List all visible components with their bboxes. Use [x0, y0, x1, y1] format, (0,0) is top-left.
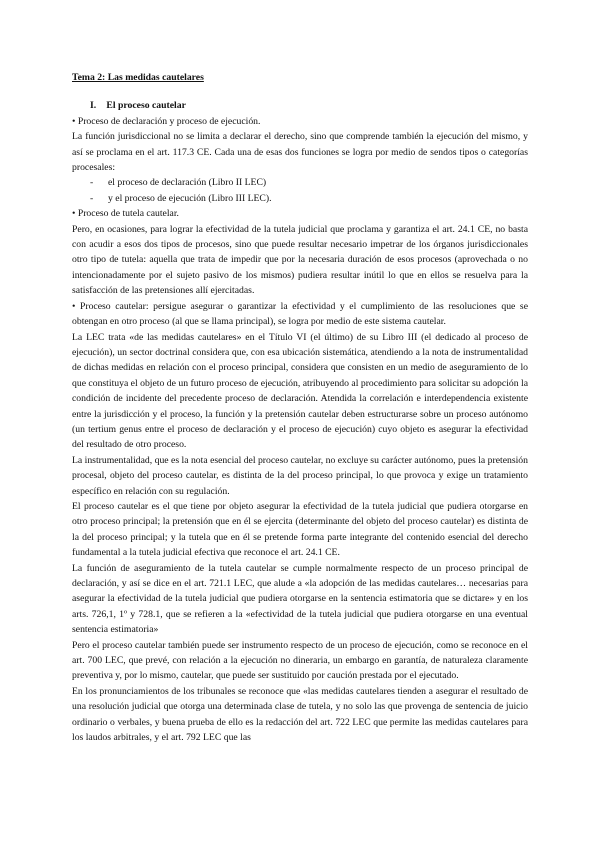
paragraph: La función de aseguramiento de la tutela cautelar se cumple normalmente respecto de un proceso principal de declaración, y así se dice en el art. 721.1 LEC, que alude a «la adopción de las medidas cautelares… necesarias para asegurar la efectividad de la tutela judicial que pudiera otorgarse en la sentencia estimatoria que se dictare» y en los arts. 726,1, 1º y 728.1, que se refieren a la «efectividad de la tutela judicial que pudiera otorgarse en una eventual sentencia estimatoria»: [72, 562, 528, 636]
paragraph: El proceso cautelar es el que tiene por objeto asegurar la efectividad de la tutela judicial que pudiera otorgarse en otro proceso principal; la pretensión que en él se ejercita (determinante del objeto del proceso cautelar) es distinta de la del proceso principal; y la tutela que en él se pretende forma parte integrante del contenido esencial del derecho fundamental a la tutela judicial efectiva que reconoce el art. 24.1 CE.: [72, 500, 528, 559]
paragraph: En los pronunciamientos de los tribunales se reconoce que «las medidas cautelares tienden a asegurar el resultado de una resolución judicial que otorga una determinada clase de tutela, y no solo las que provenga de sentencia de juicio ordinario o verbales, y buena prueba de ello es la redacción del art. 722 LEC que permite las medidas cautelares para los laudos arbitrales, y el art. 792 LEC que las: [72, 685, 528, 744]
bullet-declaracion-ejecucion: • Proceso de declaración y proceso de ejecución.: [72, 115, 261, 127]
section-heading: [90, 98, 528, 113]
paragraph: La LEC trata «de las medidas cautelares» en el Título VI (el último) de su Libro III (el dedicado al proceso de ejecución), un sector doctrinal considera que, con esa ubicación sistemática, atendiendo a la nota de instrumentalidad de dichas medidas en relación con el proceso principal, considera que consisten en un medio de aseguramiento de lo que constituya el objeto de un futuro proceso de ejecución, atribuyendo al procedimiento para solicitar su adopción la condición de incidente del precedente proceso de declaración. Atendida la correlación e interdependencia existente entre la jurisdicción y el proceso, la función y la pretensión cautelar deben estructurarse sobre un proceso autónomo (un tertium genus entre el proceso de declaración y el proceso de ejecución) cuyo objeto es asegurar la efectividad del resultado de otro proceso.: [72, 331, 528, 451]
paragraph: • Proceso cautelar: persigue asegurar o garantizar la efectividad y el cumplimiento de las resoluciones que se obtengan en otro proceso (al que se llama principal), se logra por medio de este sistema cautelar.: [72, 300, 528, 328]
paragraph: Pero el proceso cautelar también puede ser instrumento respecto de un proceso de ejecución, como se reconoce en el art. 700 LEC, que prevé, con relación a la ejecución no dineraria, un embargo en garantía, de naturaleza claramente preventiva y, por lo mismo, cautelar, que puede ser sustituido por caución prestada por el ejecutado.: [72, 639, 528, 682]
section-number: I.: [90, 100, 97, 112]
process-list: [72, 175, 528, 206]
section-heading-text: El proceso cautelar: [106, 100, 186, 112]
list-item: - y el proceso de ejecución (Libro III LEC).: [72, 191, 528, 206]
bullet-tutela-cautelar: • Proceso de tutela cautelar.: [72, 208, 179, 220]
paragraph: La instrumentalidad, que es la nota esencial del proceso cautelar, no excluye su carácter autónomo, pues la pretensión procesal, objeto del proceso cautelar, es distinta de la del proceso principal, lo que provoca y exige un tratamiento específico en relación con su regulación.: [72, 454, 528, 497]
list-item: - el proceso de declaración (Libro II LEC): [72, 175, 528, 190]
paragraph-funcion-jurisdiccional: La función jurisdiccional no se limita a declarar el derecho, sino que comprende también la ejecución del mismo, y así se proclama en el art. 117.3 CE. Cada una de esas dos funciones se logra por medio de sendos tipos o categorías procesales:: [72, 131, 528, 174]
document-page: [72, 70, 528, 745]
paragraph: Pero, en ocasiones, para lograr la efectividad de la tutela judicial que proclama y garantiza el art. 24.1 CE, no basta con acudir a esos dos tipos de procesos, sino que puede resultar necesario impetrar de los órganos jurisdiccionales otro tipo de tutela: aquella que trata de impedir que por la necesaria duración de esos procesos (aprovechada o no intencionadamente por el sujeto pasivo de los mismos) pudiera resultar inútil lo que en ellos se resuelva para la satisfacción de las pretensiones allí ejercitadas.: [72, 223, 528, 297]
document-title: Tema 2: Las medidas cautelares: [72, 72, 204, 83]
